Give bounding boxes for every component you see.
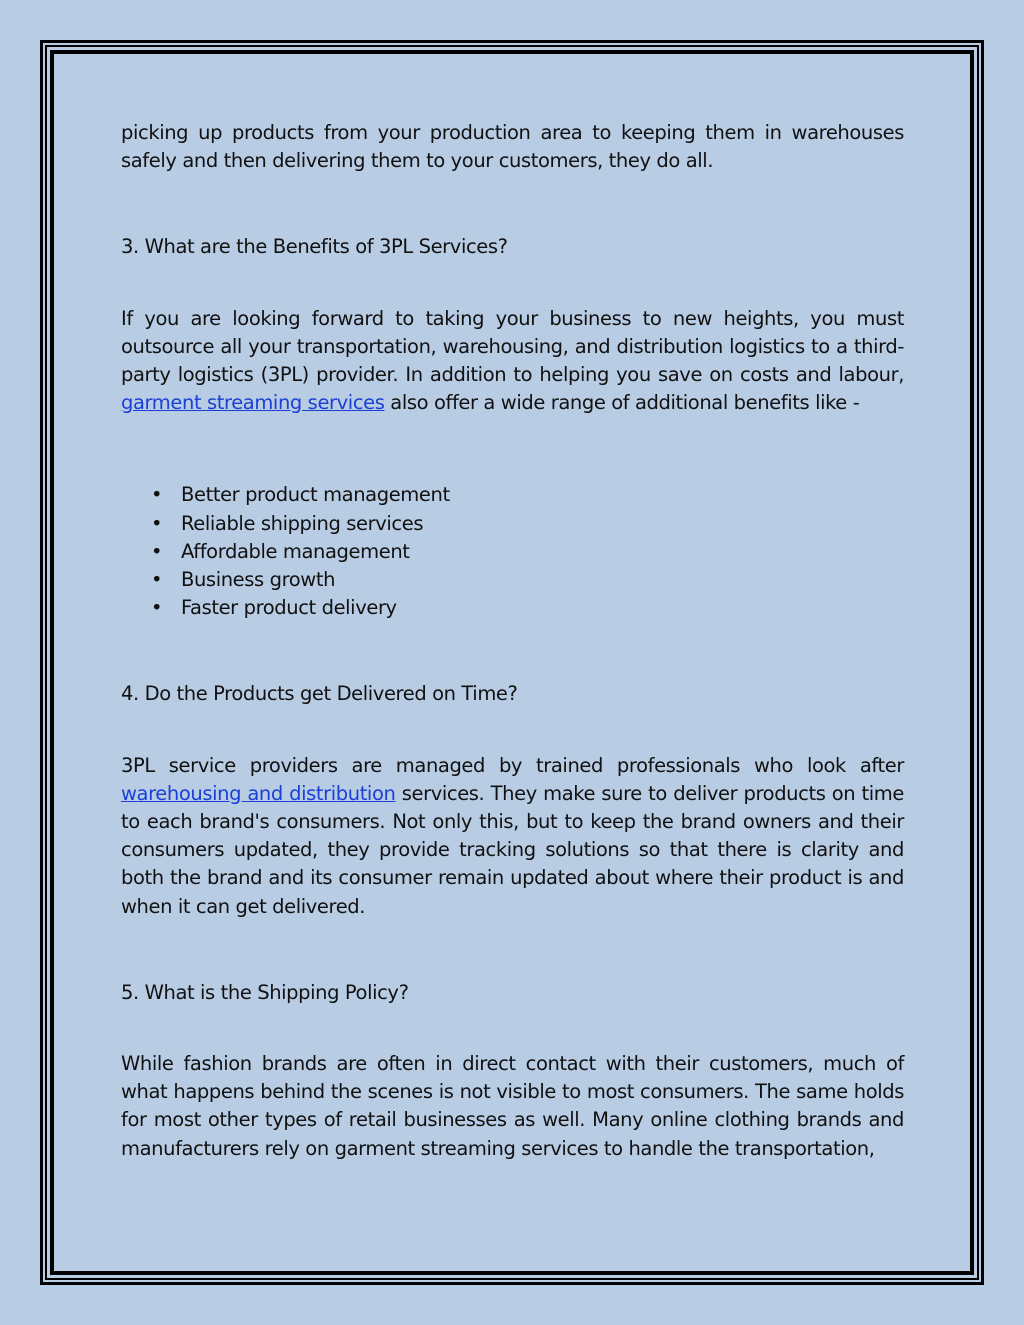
- list-item-label: Affordable management: [181, 539, 410, 563]
- section-3-text-before-link: If you are looking forward to taking your business to new heights, you must outsource all your transportation, warehousing, and distribution logistics to a third-party logistics (3PL) provider. In addition to helping you save on costs and labour,: [121, 306, 904, 387]
- garment-streaming-services-link[interactable]: garment streaming services: [121, 391, 385, 415]
- bullet-icon: •: [151, 539, 163, 563]
- list-item-label: Better product management: [181, 483, 450, 507]
- section-3-heading: 3. What are the Benefits of 3PL Services?: [121, 235, 508, 259]
- section-4-heading: 4. Do the Products get Delivered on Time?: [121, 682, 518, 706]
- list-item-label: Faster product delivery: [181, 596, 397, 620]
- document-body: [121, 119, 904, 1163]
- list-item: [121, 481, 904, 509]
- section-4-paragraph: [121, 752, 904, 921]
- list-item: [121, 594, 904, 622]
- section-5-paragraph: While fashion brands are often in direct contact with their customers, much of what happens behind the scenes is not visible to most consumers. The same holds for most other types of retail businesses as well. Many online clothing brands and manufacturers rely on garment streaming services to handle the transportation,: [121, 1052, 904, 1160]
- section-3-text-after-link: also offer a wide range of additional benefits like -: [384, 391, 860, 415]
- bullet-icon: •: [151, 511, 163, 535]
- warehousing-and-distribution-link[interactable]: warehousing and distribution: [121, 781, 396, 805]
- bullet-icon: •: [151, 483, 163, 507]
- section-5-heading: 5. What is the Shipping Policy?: [121, 980, 409, 1004]
- section-3-paragraph: [121, 305, 904, 418]
- section-4-text-after-link: services. They make sure to deliver products on time to each brand's consumers. Not only this, but to keep the brand owners and their consumers updated, they provide tracking solutions so that there is clarity and both the brand and its consumer remain updated about where their product is and when it can get delivered.: [121, 781, 904, 918]
- section-4-text-before-link: 3PL service providers are managed by trained professionals who look after: [121, 753, 904, 777]
- bullet-icon: •: [151, 596, 163, 620]
- list-item-label: Business growth: [181, 568, 336, 592]
- intro-paragraph: picking up products from your production area to keeping them in warehouses safely and then delivering them to your customers, they do all.: [121, 121, 904, 173]
- benefits-list: [121, 481, 904, 622]
- bullet-icon: •: [151, 568, 163, 592]
- list-item: [121, 538, 904, 566]
- list-item-label: Reliable shipping services: [181, 511, 424, 535]
- list-item: [121, 510, 904, 538]
- list-item: [121, 566, 904, 594]
